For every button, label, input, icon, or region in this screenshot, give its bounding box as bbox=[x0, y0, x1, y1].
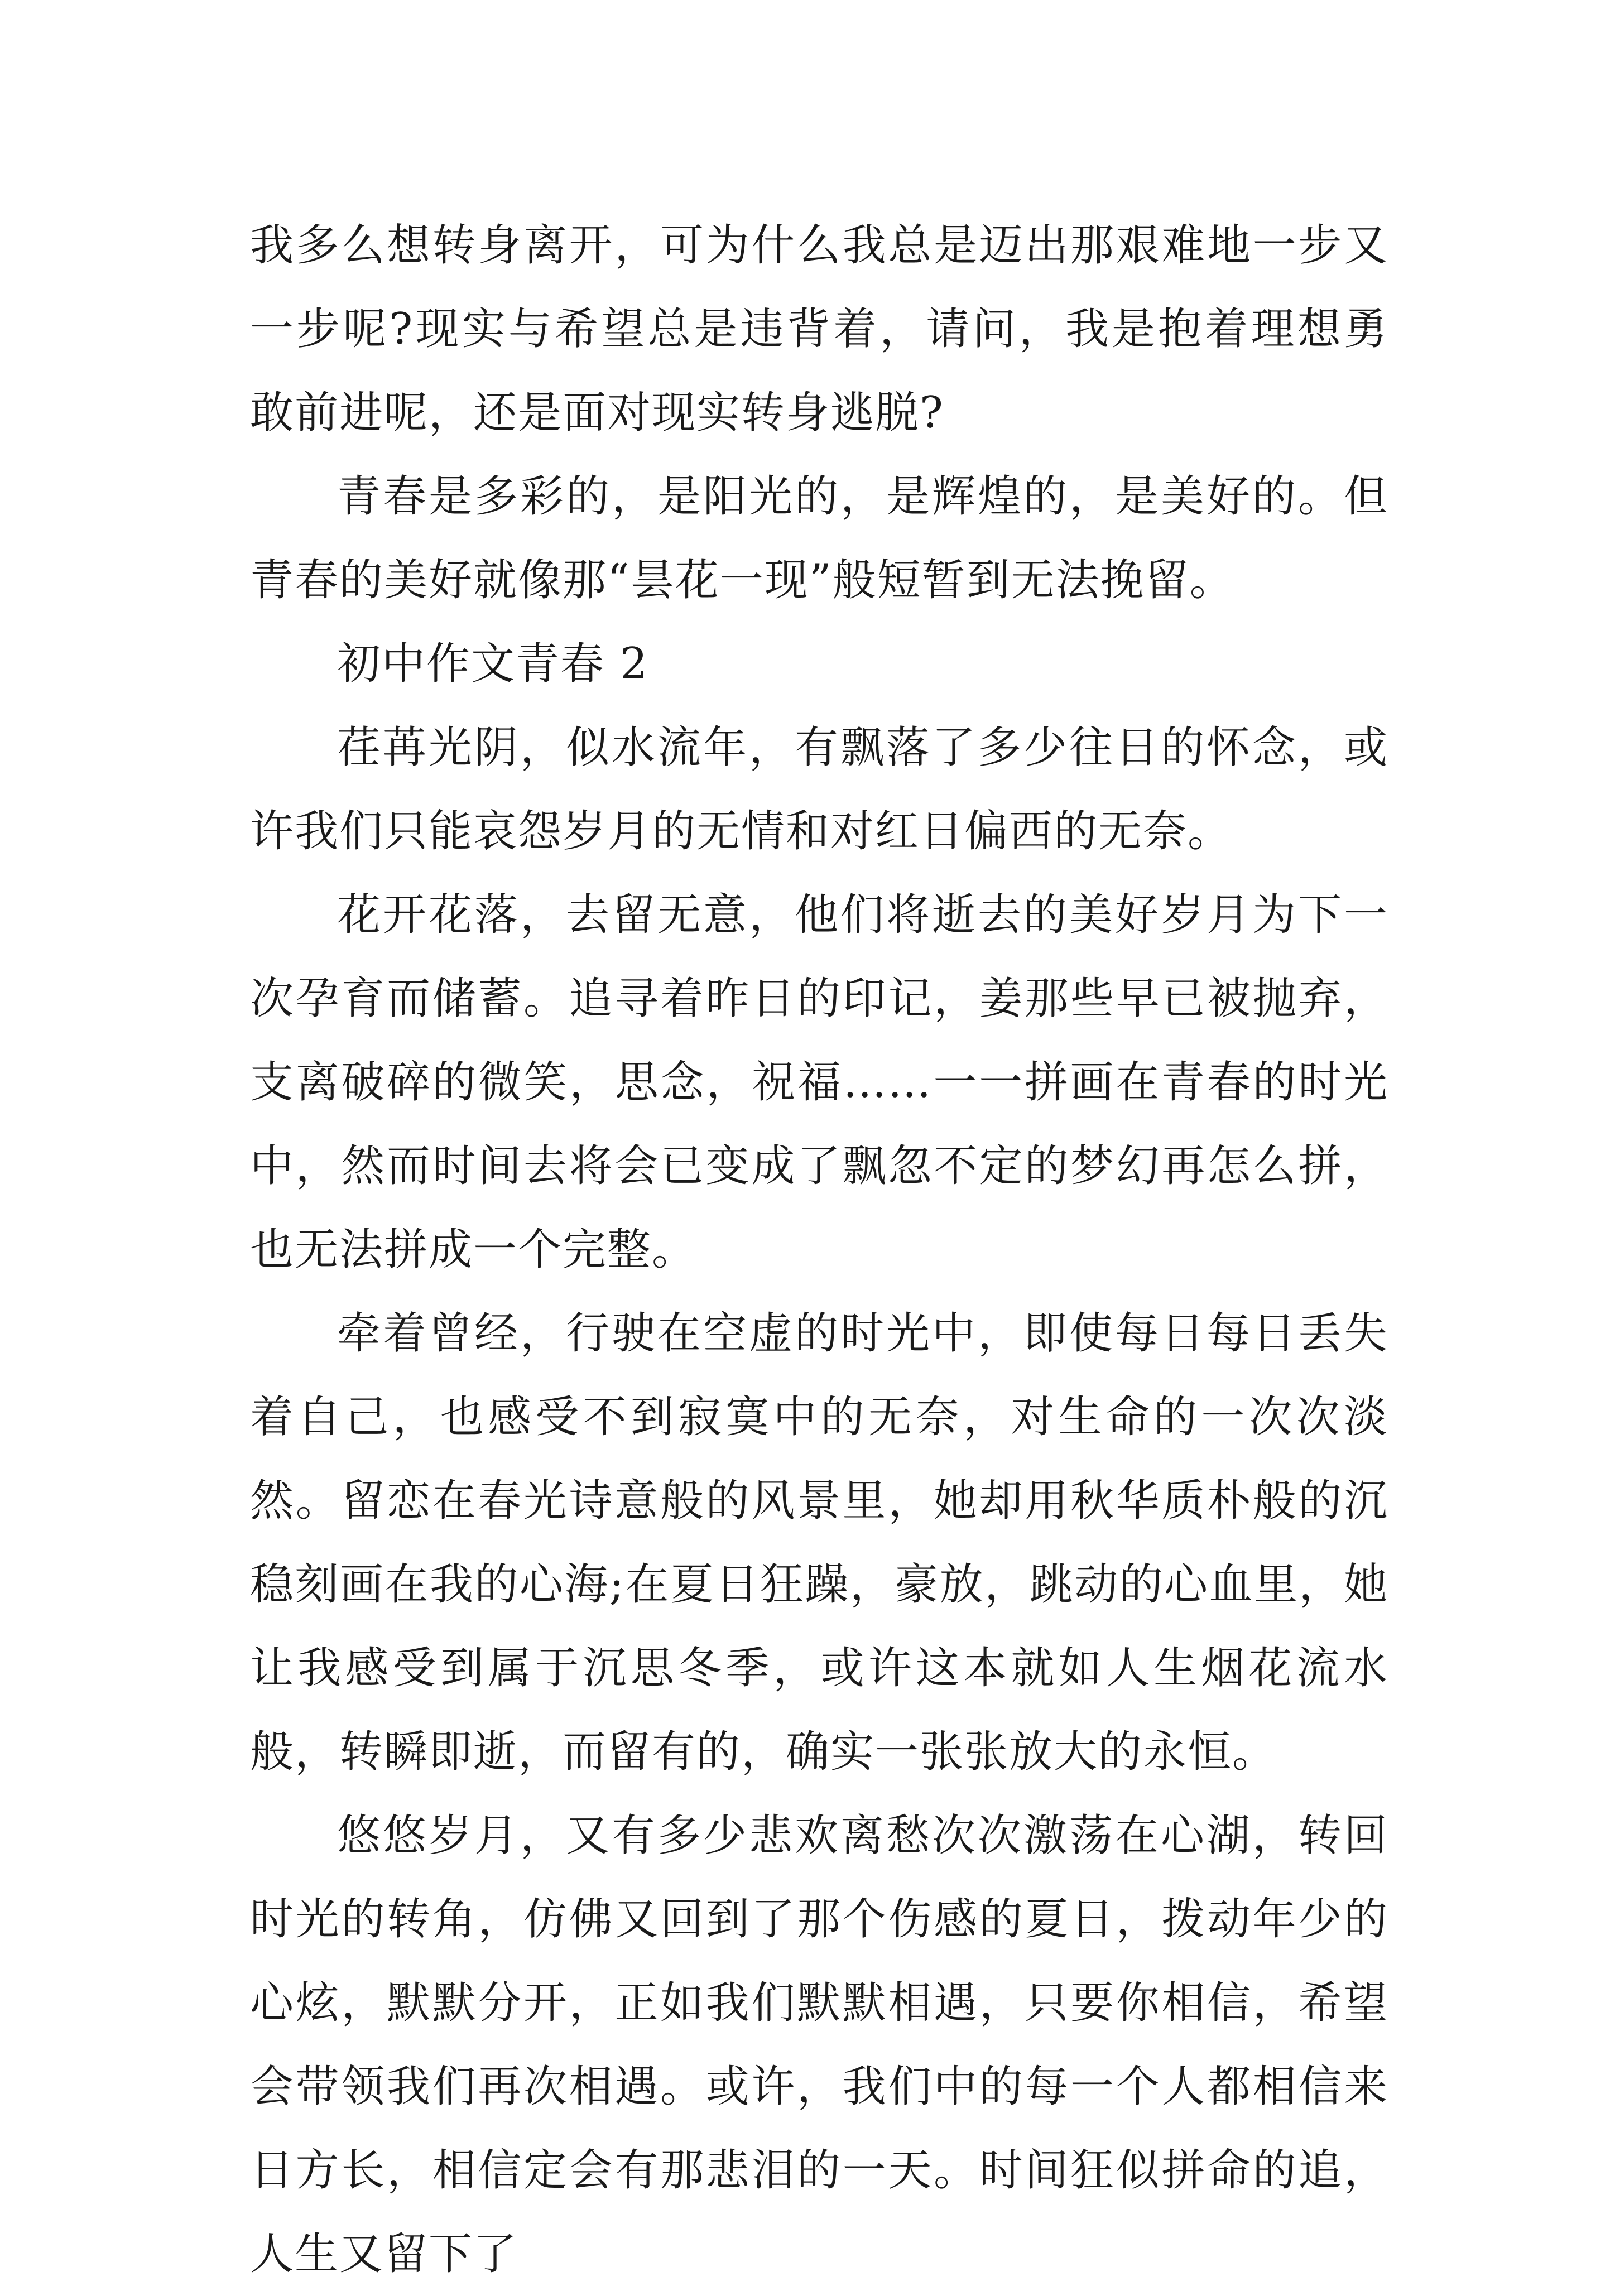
paragraph: 荏苒光阴，似水流年，有飘落了多少往日的怀念，或许我们只能哀怨岁月的无情和对红日偏西的无奈。 bbox=[250, 723, 1388, 856]
paragraph-continued: 我多么想转身离开，可为什么我总是迈出那艰难地一步又一步呢?现实与希望总是违背着，请问，我是抱着理想勇敢前进呢，还是面对现实转身逃脱? bbox=[250, 220, 1388, 438]
section-heading: 初中作文青春 2 bbox=[337, 639, 649, 689]
paragraph: 花开花落，去留无意，他们将逝去的美好岁月为下一次孕育而储蓄。追寻着昨日的印记，姜那些早已被抛弃，支离破碎的微笑，思念，祝福……一一拼画在青春的时光中，然而时间去将会已变成了飘忽不定的梦幻再怎么拼，也无法拼成一个完整。 bbox=[250, 890, 1388, 1275]
paragraph: 牵着曾经，行驶在空虚的时光中，即使每日每日丢失着自己，也感受不到寂寞中的无奈，对生命的一次次淡然。留恋在春光诗意般的风景里，她却用秋华质朴般的沉稳刻画在我的心海;在夏日狂躁，豪放，跳动的心血里，她让我感受到属于沉思冬季，或许这本就如人生烟花流水般，转瞬即逝，而留有的，确实一张张放大的永恒。 bbox=[250, 1308, 1388, 1777]
paragraph: 悠悠岁月，又有多少悲欢离愁次次激荡在心湖，转回时光的转角，仿佛又回到了那个伤感的夏日，拨动年少的心炫，默默分开，正如我们默默相遇，只要你相信，希望会带领我们再次相遇。或许，我们中的每一个人都相信来日方长，相信定会有那悲泪的一天。时间狂似拼命的追，人生又留下了 bbox=[250, 1811, 1388, 2279]
paragraph: 青春是多彩的，是阳光的，是辉煌的，是美好的。但青春的美好就像那“昙花一现”般短暂到无法挽留。 bbox=[250, 471, 1388, 605]
document-body bbox=[250, 204, 1388, 2296]
